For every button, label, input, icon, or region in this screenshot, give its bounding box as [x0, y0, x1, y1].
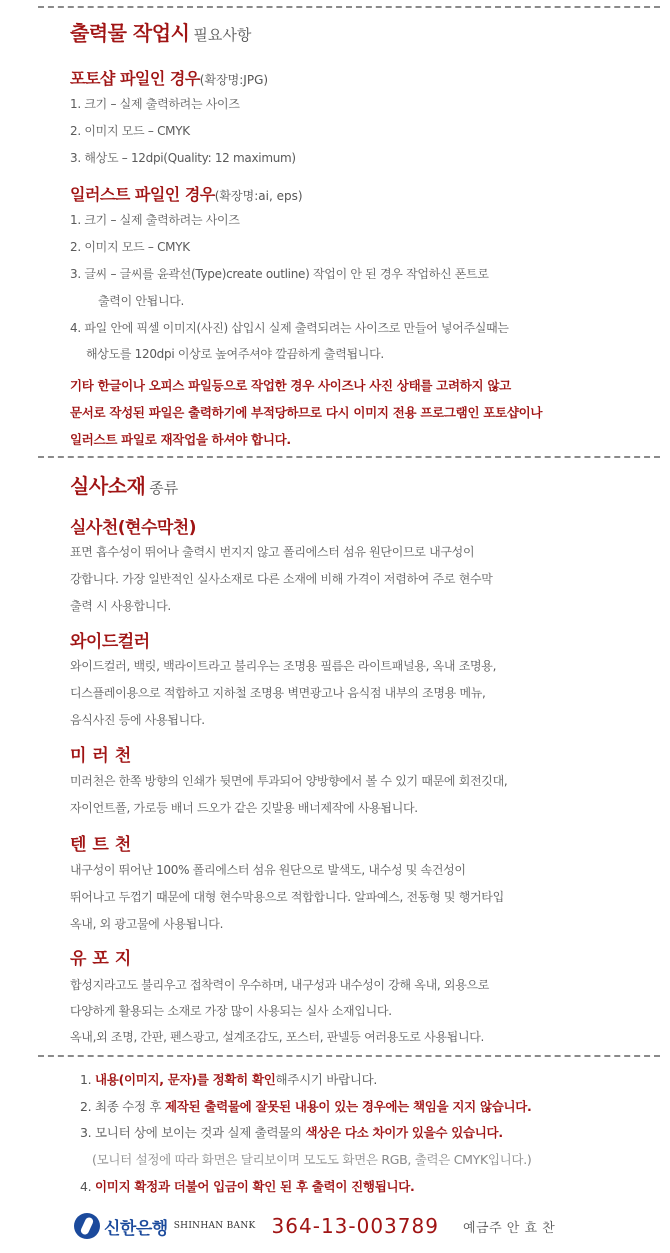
divider [38, 456, 660, 458]
material-desc: 미러천은 한쪽 방향의 인쇄가 뒷면에 투과되어 양방향에서 볼 수 있기 때문에 회전깃대, [70, 774, 508, 788]
material-title: 유포지 [70, 949, 138, 969]
illustrator-line: 출력이 안됩니다. [98, 294, 185, 308]
note-item [80, 1097, 532, 1115]
photoshop-line: 3. 해상도 – 12dpi(Quality: 12 maximum) [70, 151, 296, 165]
shinhan-bank-logo-icon [74, 1213, 100, 1239]
account-number: 364-13-003789 [271, 1214, 439, 1238]
photoshop-ext: (확장명:JPG) [199, 73, 269, 87]
material-desc: 다양하게 활용되는 소재로 가장 많이 사용되는 실사 소재입니다. [70, 1004, 392, 1018]
material-desc: 강합니다. 가장 일반적인 실사소재로 다른 소재에 비해 가격이 저렴하여 주로 현수막 [70, 572, 493, 586]
note-emphasis: 이미지 확정과 더불어 입금이 확인 된 후 출력이 진행됩니다. [95, 1179, 415, 1194]
note-number: 3. [80, 1125, 92, 1140]
material-desc: 디스플레이용으로 적합하고 지하철 조명용 벽면광고나 음식점 내부의 조명용 메뉴, [70, 686, 486, 700]
photoshop-title: 포토샵 파일인 경우 [70, 69, 200, 88]
material-desc: 내구성이 뛰어난 100% 폴리에스터 섬유 원단으로 발색도, 내수성 및 속건성이 [70, 863, 466, 877]
material-section-heading: 실사소재 [70, 474, 146, 498]
material-desc: 표면 흡수성이 뛰어나 출력시 번지지 않고 폴리에스터 섬유 원단이므로 내구성이 [70, 545, 475, 559]
note-text: 최종 수정 후 [95, 1099, 162, 1114]
material-desc: 옥내,외 조명, 간판, 펜스광고, 설계조감도, 포스터, 판넬등 여러용도로 사용됩니다. [70, 1030, 485, 1044]
divider [38, 6, 660, 8]
photoshop-line: 2. 이미지 모드 – CMYK [70, 124, 190, 138]
material-desc: 뛰어나고 두껍기 때문에 대형 현수막용으로 적합합니다. 알파예스, 전동형 및 행거타입 [70, 890, 504, 904]
illustrator-line: 2. 이미지 모드 – CMYK [70, 240, 190, 254]
illustrator-line: 1. 크기 – 실제 출력하려는 사이즈 [70, 213, 240, 227]
note-text: 모니터 상에 보이는 것과 실제 출력물의 [95, 1125, 302, 1140]
note-number: 2. [80, 1099, 92, 1114]
note-sub: (모니터 설정에 따라 화면은 달리보이며 모도도 화면은 RGB, 출력은 CMYK입니다.) [92, 1152, 532, 1167]
note-emphasis: 내용(이미지, 문자)를 정확히 확인 [95, 1072, 276, 1087]
note-emphasis: 색상은 다소 차이가 있을수 있습니다. [305, 1125, 503, 1140]
illustrator-line: 해상도를 120dpi 이상로 높여주셔야 깔끔하게 출력됩니다. [86, 347, 384, 361]
illustrator-heading [70, 182, 303, 205]
material-title: 와이드컬러 [70, 632, 150, 652]
illustrator-line: 3. 글씨 – 글씨를 윤곽선(Type)create outline) 작업이 안 된 경우 작업하신 폰트로 [70, 267, 489, 281]
material-section-subheading: 종류 [149, 479, 179, 497]
warning-line: 기타 한글이나 오피스 파일등으로 작업한 경우 사이즈나 사진 상태를 고려하지 않고 [70, 378, 511, 393]
divider [38, 1055, 660, 1057]
material-desc: 합성지라고도 불리우고 접착력이 우수하며, 내구성과 내수성이 강해 옥내, 외용으로 [70, 978, 490, 992]
warning-line: 일러스트 파일로 재작업을 하셔야 합니다. [70, 432, 291, 447]
material-title: 텐트천 [70, 835, 138, 855]
photoshop-heading [70, 66, 268, 89]
print-section-subheading: 필요사항 [193, 26, 252, 44]
material-desc: 자이언트폴, 가로등 배너 드오가 같은 깃발용 배너제작에 사용됩니다. [70, 801, 418, 815]
material-title: 미러천 [70, 746, 138, 766]
note-item [80, 1123, 503, 1141]
material-desc: 출력 시 사용합니다. [70, 599, 171, 613]
illustrator-line: 4. 파일 안에 픽셀 이미지(사진) 삽입시 실제 출력되려는 사이즈로 만들어 넣어주실때는 [70, 321, 509, 335]
note-text: 해주시기 바랍니다. [275, 1072, 378, 1087]
note-number: 4. [80, 1179, 92, 1194]
material-desc: 와이드컬러, 백릿, 백라이트라고 불리우는 조명용 필름은 라이트패널용, 옥내 조명용, [70, 659, 497, 673]
photoshop-line: 1. 크기 – 실제 출력하려는 사이즈 [70, 97, 240, 111]
bank-name: 신한은행 [104, 1218, 168, 1239]
warning-line: 문서로 작성된 파일은 출력하기에 부적당하므로 다시 이미지 전용 프로그램인 포토샵이나 [70, 405, 543, 420]
bank-name-en: SHINHAN BANK [173, 1221, 256, 1231]
illustrator-ext: (확장명:ai, eps) [214, 189, 303, 203]
note-emphasis: 제작된 출력물에 잘못된 내용이 있는 경우에는 책임을 지지 않습니다. [164, 1099, 532, 1114]
note-item [80, 1070, 377, 1088]
illustrator-title: 일러스트 파일인 경우 [70, 185, 215, 204]
note-item [80, 1177, 414, 1195]
bank-info [74, 1209, 555, 1243]
material-section-title [70, 470, 178, 499]
print-section-title [70, 17, 251, 46]
account-holder: 예금주 안 효 찬 [462, 1220, 556, 1236]
material-desc: 옥내, 외 광고물에 사용됩니다. [70, 917, 224, 931]
note-number: 1. [80, 1072, 92, 1087]
print-section-heading: 출력물 작업시 [70, 21, 190, 45]
material-title: 실사천(현수막천) [70, 518, 196, 538]
material-desc: 음식사진 등에 사용됩니다. [70, 713, 205, 727]
